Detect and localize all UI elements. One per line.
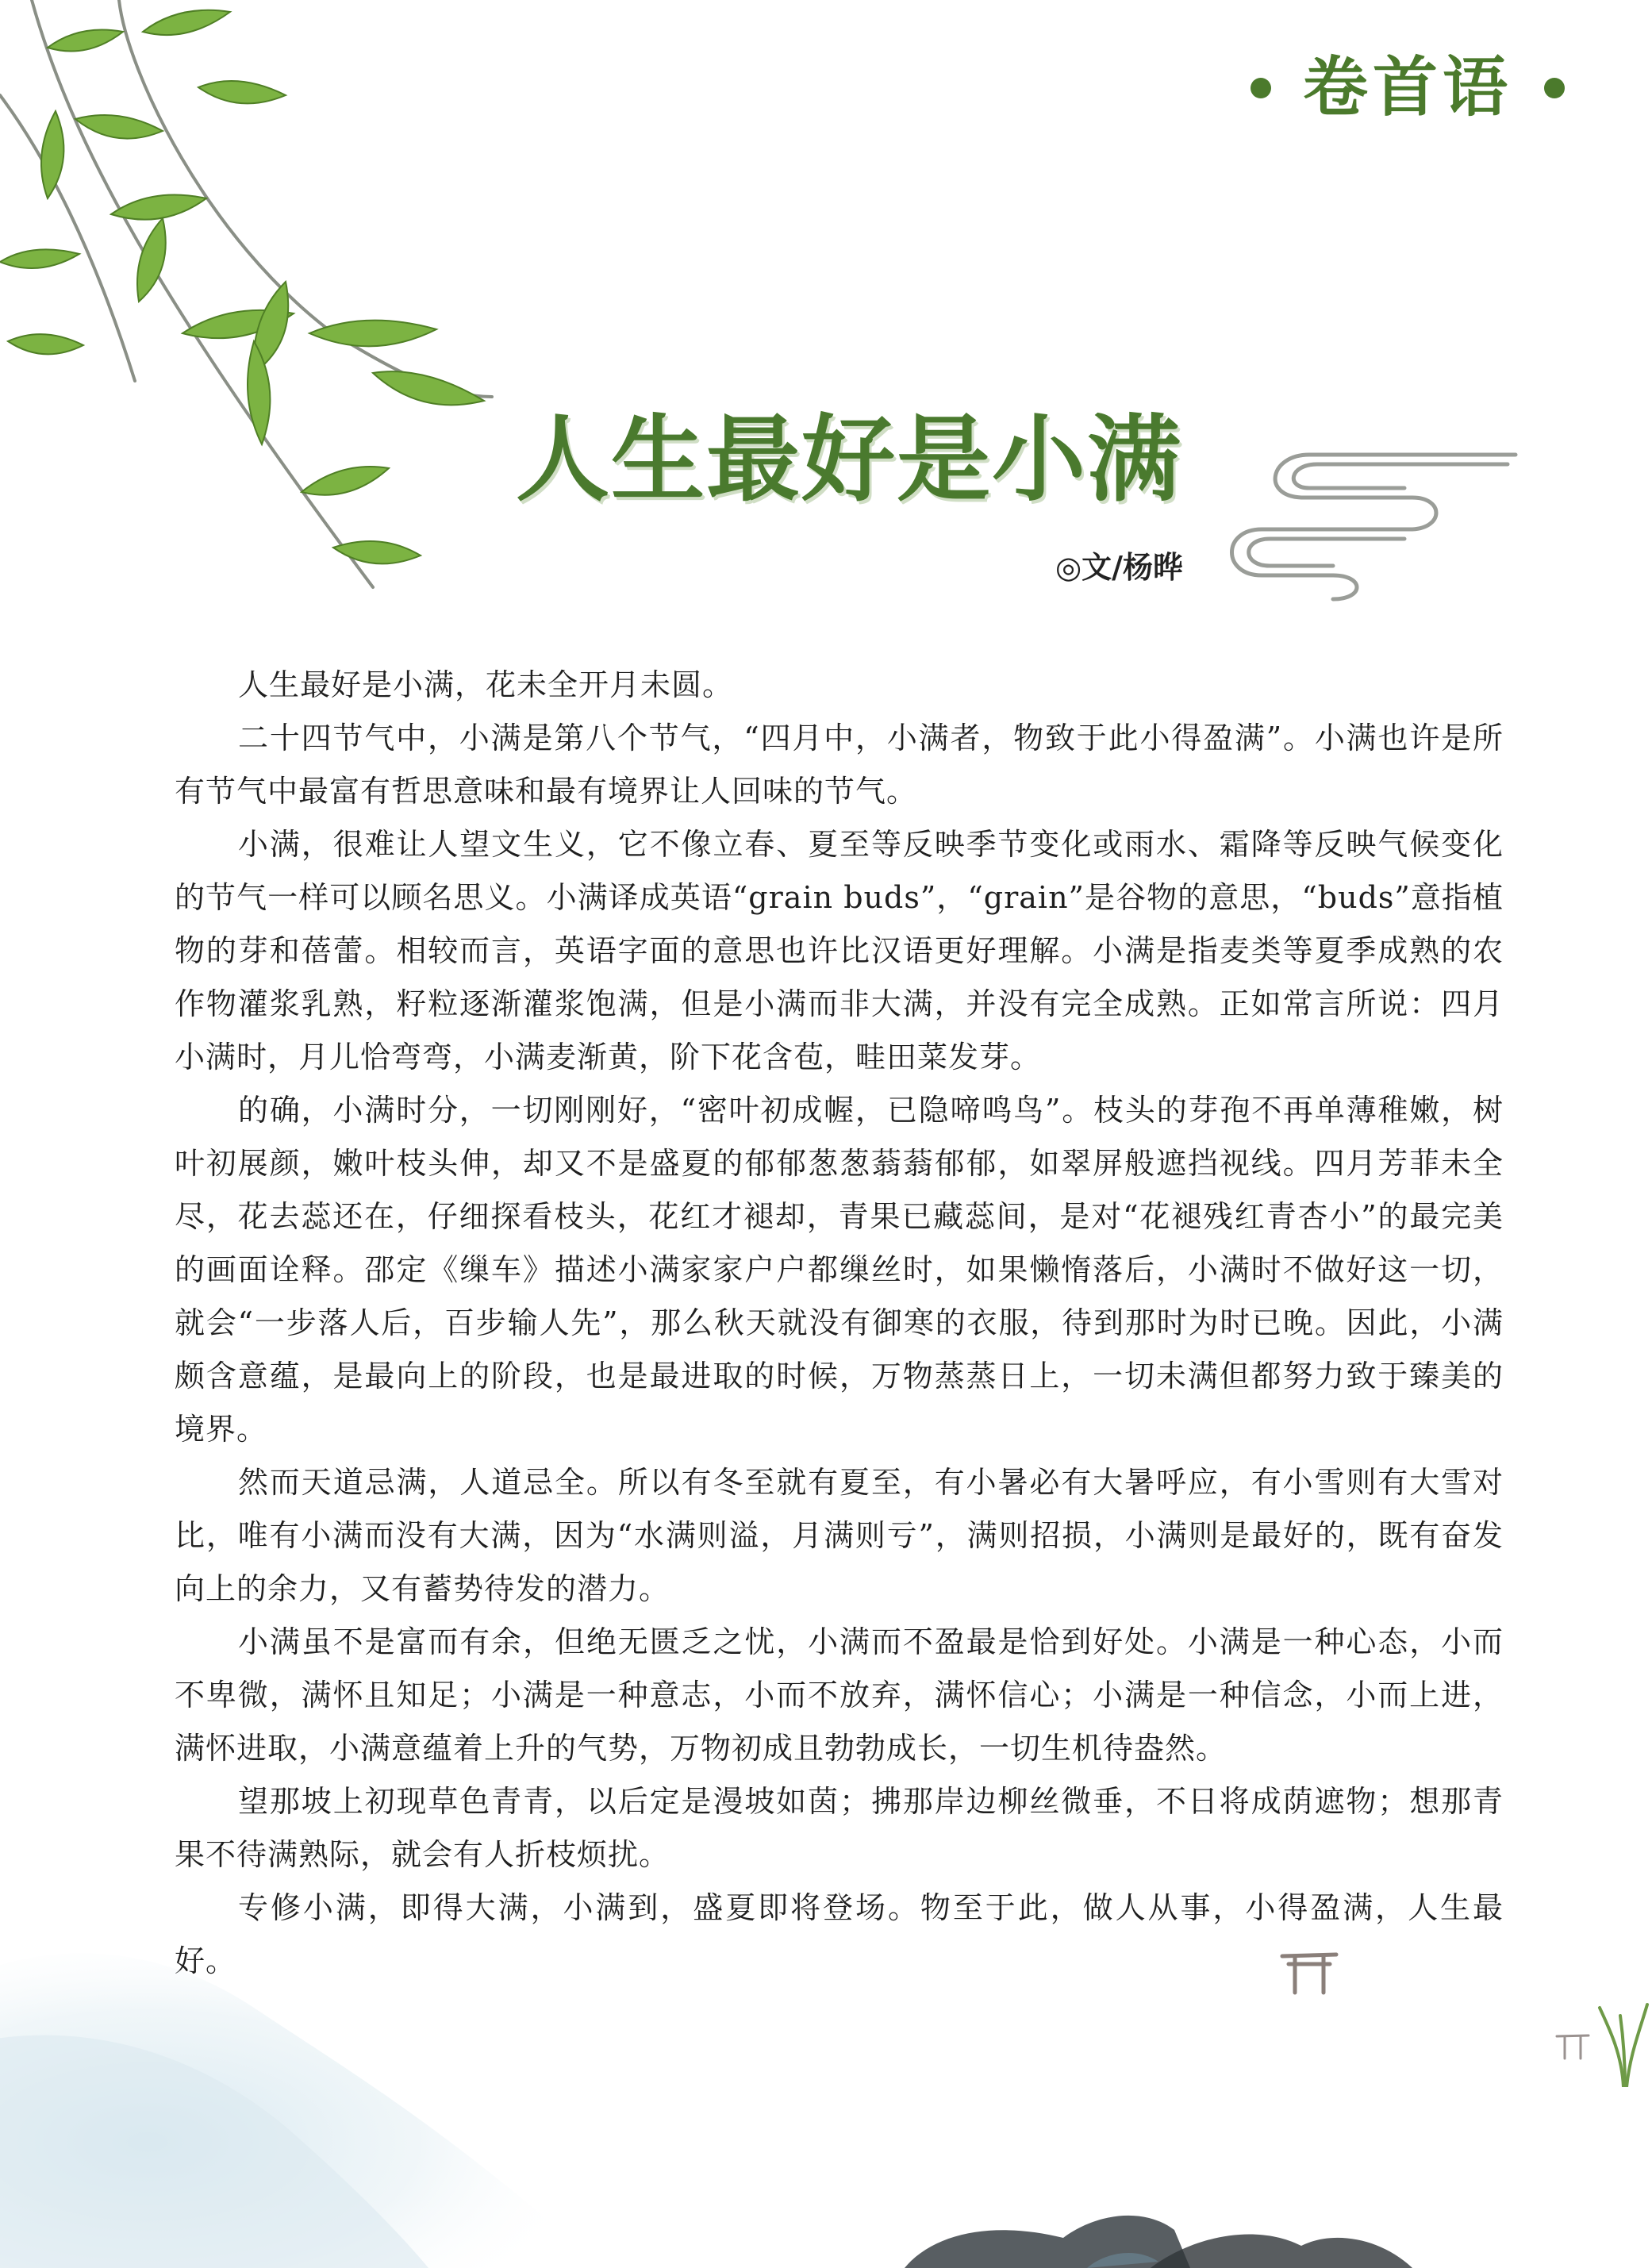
article-body bbox=[175, 659, 1504, 1988]
article-byline: ◎文/杨晔 bbox=[1055, 550, 1184, 585]
paragraph: 小满，很难让人望文生义，它不像立春、夏至等反映季节变化或雨水、霜降等反映气候变化的节气一样可以顾名思义。小满译成英语“grain buds”，“grain”是谷物的意思，“buds”意指植物的芽和蓓蕾。相较而言，英语字面的意思也许比汉语更好理解。小满是指麦类等夏季成熟的农作物灌浆乳熟，籽粒逐渐灌浆饱满，但是小满而非大满，并没有完全成熟。正如常言所说：四月小满时，月儿恰弯弯，小满麦渐黄，阶下花含苞，畦田菜发芽。 bbox=[175, 827, 1504, 1074]
pavilion-gate-icon bbox=[1554, 2032, 1592, 2060]
bullet-dot-left bbox=[1251, 78, 1271, 98]
paragraph: 人生最好是小满，花未全开月未圆。 bbox=[238, 667, 734, 702]
paragraph: 小满虽不是富而有余，但绝无匮乏之忧，小满而不盈最是恰到好处。小满是一种心态，小而不卑微，满怀且知足；小满是一种意志，小而不放弃，满怀信心；小满是一种信念，小而上进，满怀进取，小满意蕴着上升的气势，万物初成且勃勃成长，一切生机待盎然。 bbox=[175, 1624, 1504, 1766]
paragraph: 的确，小满时分，一切刚刚好，“密叶初成幄，已隐啼鸣鸟”。枝头的芽孢不再单薄稚嫩，树叶初展颜，嫩叶枝头伸，却又不是盛夏的郁郁葱葱蓊蓊郁郁，如翠屏般遮挡视线。四月芳菲未全尽，花去蕊还在，仔细探看枝头，花红才褪却，青果已藏蕊间，是对“花褪残红青杏小”的最完美的画面诠释。邵定《缫车》描述小满家家户户都缫丝时，如果懒惰落后，小满时不做好这一切，就会“一步落人后，百步输人先”，那么秋天就没有御寒的衣服，待到那时为时已晚。因此，小满颇含意蕴，是最向上的阶段，也是最进取的时候，万物蒸蒸日上，一切未满但都努力致于臻美的境界。 bbox=[175, 1093, 1504, 1447]
willow-branch-illustration bbox=[0, 0, 508, 603]
paragraph: 望那坡上初现草色青青，以后定是漫坡如茵；拂那岸边柳丝微垂，不日将成荫遮物；想那青果不待满熟际，就会有人折枝烦扰。 bbox=[175, 1784, 1504, 1872]
grass-tuft-illustration bbox=[1595, 2000, 1652, 2087]
section-label: 卷首语 bbox=[1302, 50, 1512, 125]
paragraph: 然而天道忌满，人道忌全。所以有冬至就有夏至，有小暑必有大暑呼应，有小雪则有大雪对比，唯有小满而没有大满，因为“水满则溢，月满则亏”，满则招损，小满则是最好的，既有奋发向上的余力，又有蓄势待发的潜力。 bbox=[175, 1465, 1504, 1606]
section-header bbox=[1251, 50, 1565, 125]
ink-wash-landscape bbox=[0, 1889, 603, 2268]
cloud-ribbon-ornament bbox=[1214, 440, 1531, 607]
article-title: 人生最好是小满 bbox=[516, 405, 1183, 514]
paragraph: 专修小满，即得大满，小满到，盛夏即将登场。物至于此，做人从事，小得盈满，人生最好。 bbox=[175, 1890, 1504, 1978]
ink-rocks-illustration bbox=[889, 2143, 1444, 2268]
paragraph: 二十四节气中，小满是第八个节气，“四月中，小满者，物致于此小得盈满”。小满也许是所有节气中最富有哲思意味和最有境界让人回味的节气。 bbox=[175, 721, 1504, 809]
bullet-dot-right bbox=[1544, 78, 1565, 98]
pavilion-gate-icon bbox=[1277, 1948, 1341, 1996]
